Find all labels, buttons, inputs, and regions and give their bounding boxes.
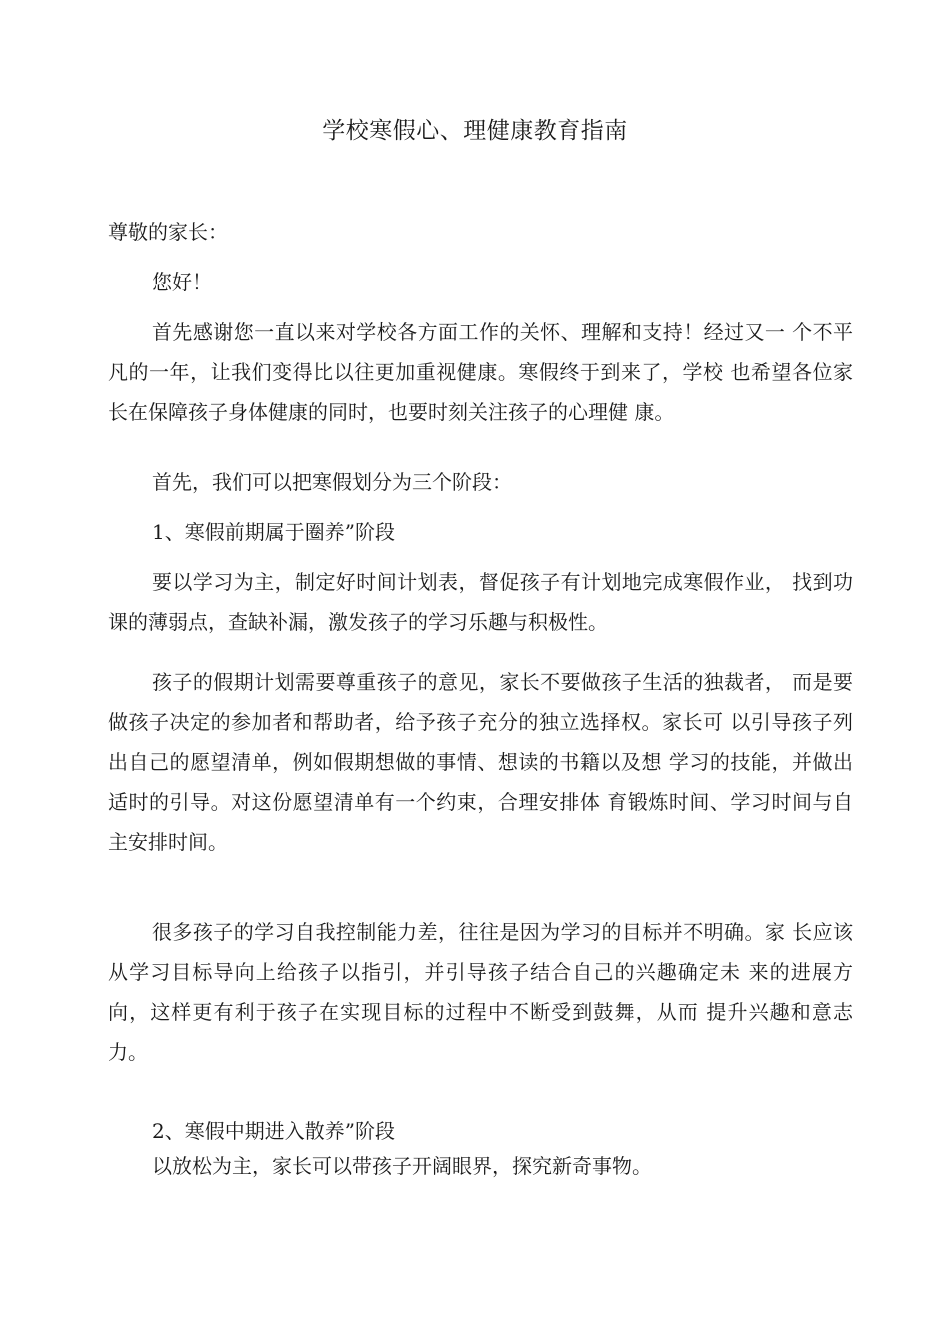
document-title: 学校寒假心、理健康教育指南 <box>322 118 628 144</box>
section-heading-stage-1: 1、寒假前期属于圈养”阶段 <box>152 520 395 544</box>
salutation: 尊敬的家长： <box>108 220 228 244</box>
paragraph-stage-1-goals: 很多孩子的学习自我控制能力差，往往是因为学习的目标并不明确。家 长应该从学习目标导向上给孩子以指引，并引导孩子结合自己的兴趣确定未 来的进展方向，这样更有利于孩子在实现目标的过程中不断受到鼓舞，从而 提升兴趣和意志力。 <box>108 920 853 1064</box>
paragraph-stage-1-study: 要以学习为主，制定好时间计划表，督促孩子有计划地完成寒假作业， 找到功课的薄弱点，查缺补漏，激发孩子的学习乐趣与积极性。 <box>108 570 853 634</box>
section-heading-stage-2: 2、寒假中期进入散养”阶段 <box>152 1119 395 1143</box>
greeting: 您好！ <box>152 270 212 294</box>
paragraph-stage-2-relax: 以放松为主，家长可以带孩子开阔眼界，探究新奇事物。 <box>152 1154 652 1178</box>
paragraph-stage-1-plan: 孩子的假期计划需要尊重孩子的意见，家长不要做孩子生活的独裁者， 而是要做孩子决定的参加者和帮助者，给予孩子充分的独立选择权。家长可 以引导孩子列出自己的愿望清单，例如假期想做的事情、想读的书籍以及想 学习的技能，并做出适时的引导。对这份愿望清单有一个约束，合理安排体 育锻炼时间、学习时间与自主安排时间。 <box>108 670 853 854</box>
paragraph-intro: 首先感谢您一直以来对学校各方面工作的关怀、理解和支持！经过又一 个不平凡的一年，让我们变得比以往更加重视健康。寒假终于到来了，学校 也希望各位家长在保障孩子身体健康的同时，也要时刻关注孩子的心理健 康。 <box>108 320 853 424</box>
paragraph-stages-intro: 首先，我们可以把寒假划分为三个阶段： <box>152 470 512 494</box>
